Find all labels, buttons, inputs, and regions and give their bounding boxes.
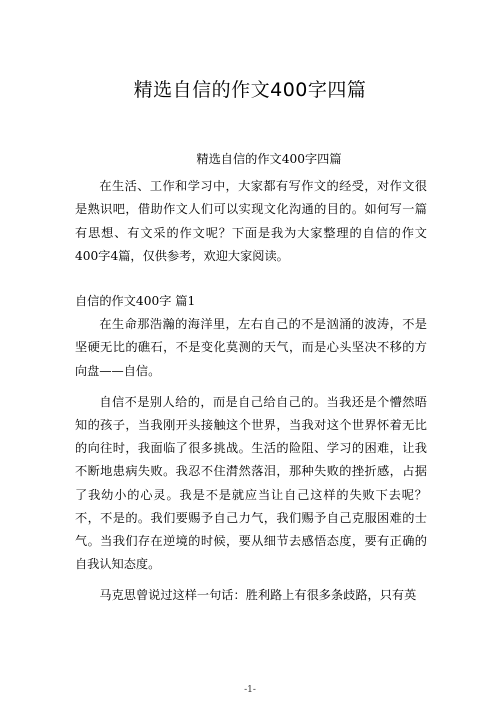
document-body	[75, 148, 427, 608]
document-subtitle: 精选自信的作文400字四篇	[196, 152, 342, 166]
intro-paragraph: 在生活、工作和学习中，大家都有写作文的经受，对作文很是熟识吧，借助作文人们可以实现文化沟通的目的。如何写一篇有思想、有文采的作文呢？下面是我为大家整理的自信的作文400字4篇，仅供参考，欢迎大家阅读。	[75, 179, 427, 263]
body-paragraph: 马克思曾说过这样一句话：胜利路上有很多条歧路，只有英	[99, 588, 417, 603]
page-number: -1-	[244, 685, 256, 695]
body-paragraph: 在生命那浩瀚的海洋里，左右自己的不是汹涌的波涛，不是坚硬无比的礁石，不是变化莫测的天气，而是心头坚决不移的方向盘——自信。	[75, 317, 427, 378]
section-heading: 自信的作文400字 篇1	[75, 294, 196, 309]
body-paragraph: 自信不是别人给的，而是自己给自己的。当我还是个懵然晤知的孩子，当我刚开头接触这个世界，当我对这个世界怀着无比的向往时，我面临了很多挑战。生活的险阻、学习的困难，让我不断地患病失败。我忍不住潸然落泪，那种失败的挫折感，占据了我幼小的心灵。我是不是就应当让自己这样的失败下去呢？不，不是的。我们要赐予自己力气，我们赐予自己克服困难的士气。当我们存在逆境的时候，要从细节去感悟态度，要有正确的自我认知态度。	[75, 394, 427, 572]
document-title: 精选自信的作文400字四篇	[133, 79, 367, 101]
